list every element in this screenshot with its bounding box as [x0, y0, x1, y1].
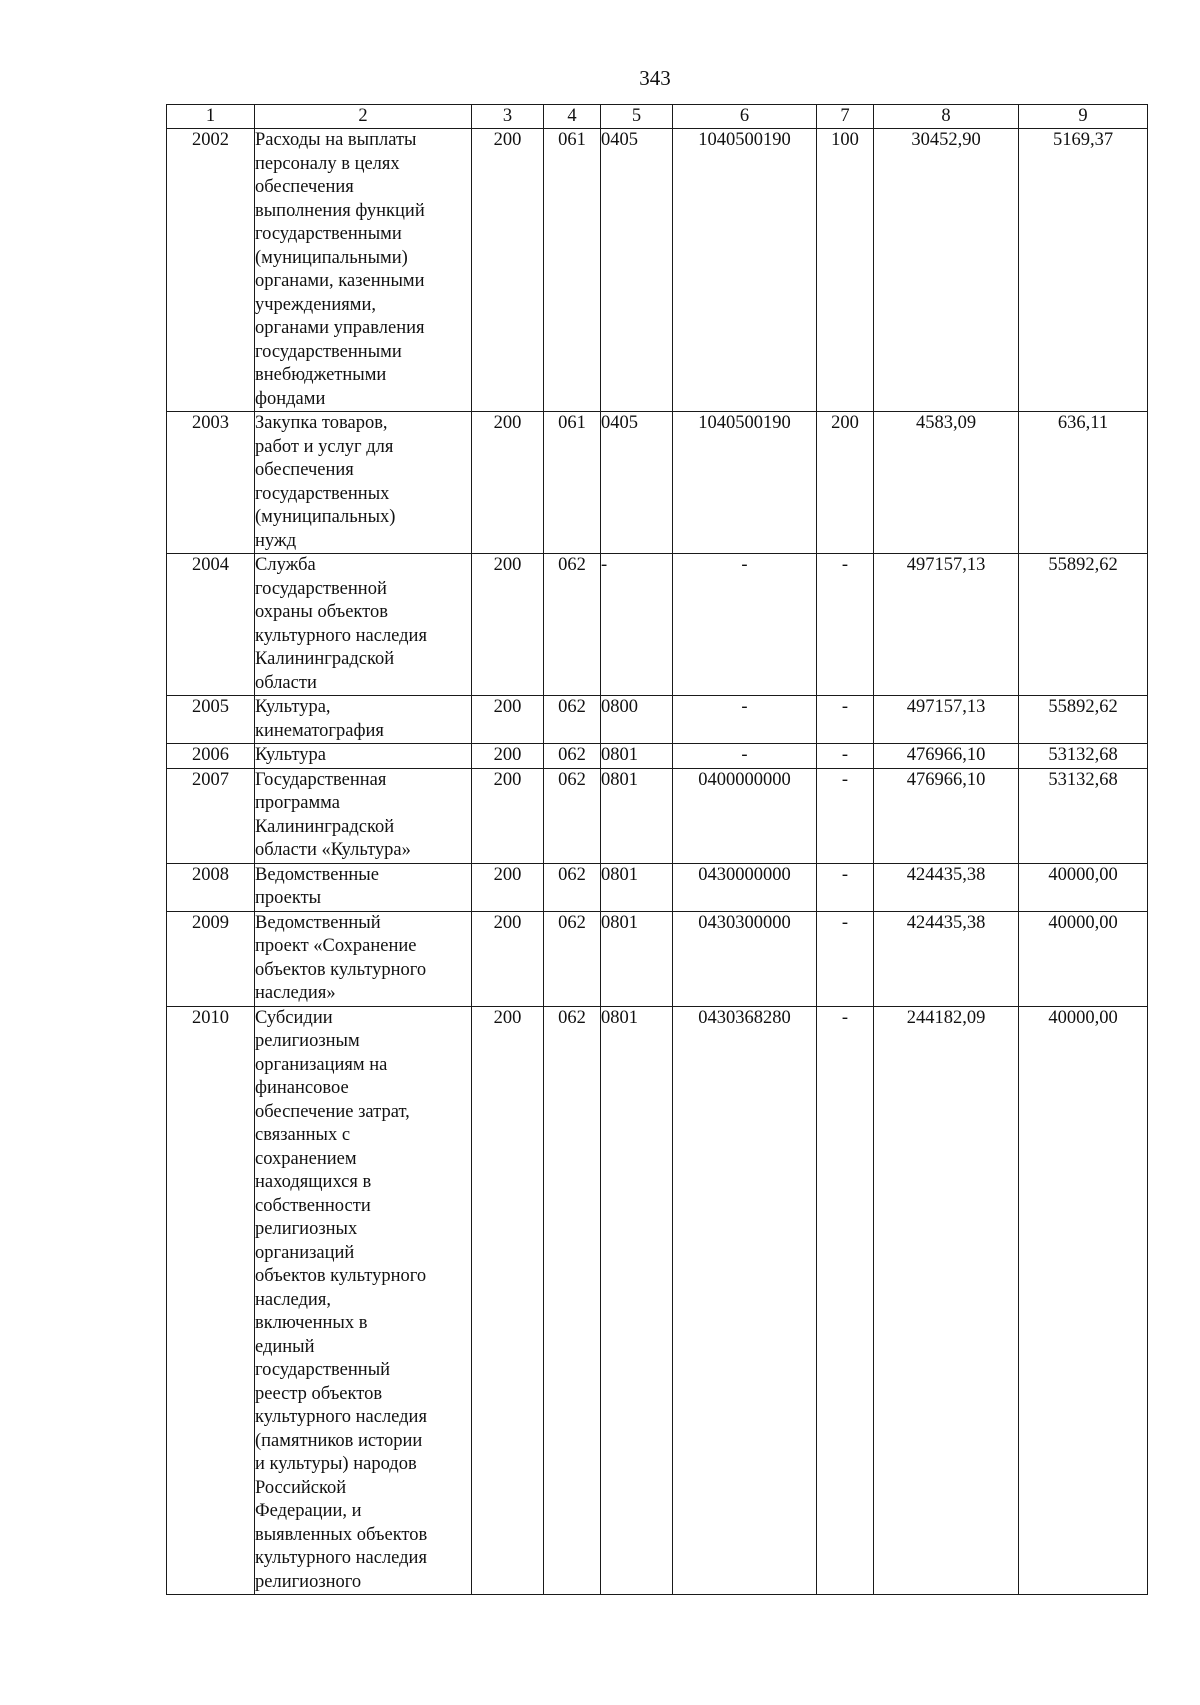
col8-cell: 497157,13 — [874, 696, 1019, 744]
name-line: культурного наследия — [255, 1548, 427, 1568]
col3-cell: 200 — [472, 412, 544, 554]
col9-cell: 55892,62 — [1019, 696, 1148, 744]
col4-cell: 062 — [544, 768, 601, 863]
name-line: государственных — [255, 483, 390, 504]
name-line: собственности — [255, 1195, 371, 1216]
col5-cell: - — [601, 554, 673, 696]
name-line: проект «Сохранение — [255, 936, 417, 956]
col9-cell: 40000,00 — [1019, 911, 1148, 1006]
col6-cell: - — [673, 744, 817, 769]
column-header-4: 4 — [544, 105, 601, 129]
name-line: организациям на — [255, 1054, 388, 1075]
table-row — [167, 744, 1148, 769]
name-line: обеспечения — [255, 460, 354, 480]
row-number-cell: 2004 — [167, 554, 255, 696]
col5-cell: 0405 — [601, 412, 673, 554]
row-number-cell: 2007 — [167, 768, 255, 863]
row-number-cell: 2005 — [167, 696, 255, 744]
col5-cell: 0801 — [601, 1006, 673, 1595]
name-line: (муниципальных) — [255, 507, 396, 527]
col9-cell: 53132,68 — [1019, 744, 1148, 769]
name-line: Ведомственные — [255, 864, 379, 885]
name-line: и культуры) народов — [255, 1454, 417, 1474]
table-row — [167, 696, 1148, 744]
table-row — [167, 554, 1148, 696]
row-name-cell — [255, 554, 472, 696]
name-line: Культура, — [255, 697, 331, 717]
row-number-cell: 2003 — [167, 412, 255, 554]
name-line: персоналу в целях — [255, 153, 400, 174]
name-line: работ и услуг для — [255, 436, 394, 457]
name-line: сохранением — [255, 1148, 357, 1169]
col6-cell: 1040500190 — [673, 412, 817, 554]
col6-cell: 0430368280 — [673, 1006, 817, 1595]
col4-cell: 062 — [544, 863, 601, 911]
column-header-2: 2 — [255, 105, 472, 129]
col4-cell: 062 — [544, 1006, 601, 1595]
row-name-cell — [255, 911, 472, 1006]
name-line: внебюджетными — [255, 365, 387, 385]
table-body — [167, 129, 1148, 1595]
col3-cell: 200 — [472, 863, 544, 911]
name-line: наследия» — [255, 983, 336, 1003]
row-name-cell — [255, 696, 472, 744]
table-row — [167, 863, 1148, 911]
table-row — [167, 412, 1148, 554]
name-line: фондами — [255, 388, 326, 409]
col7-cell: - — [817, 911, 874, 1006]
name-line: обеспечения — [255, 177, 354, 197]
name-line: единый — [255, 1336, 315, 1357]
name-line: области — [255, 672, 317, 693]
name-line: Ведомственный — [255, 912, 381, 933]
name-line: включенных в — [255, 1313, 368, 1333]
name-line: государственными — [255, 341, 402, 362]
name-line: Закупка товаров, — [255, 413, 388, 433]
col7-cell: - — [817, 554, 874, 696]
name-line: связанных с — [255, 1125, 351, 1145]
name-line: (муниципальными) — [255, 247, 408, 268]
name-line: выявленных объектов — [255, 1524, 428, 1545]
col5-cell: 0801 — [601, 911, 673, 1006]
col8-cell: 497157,13 — [874, 554, 1019, 696]
name-line: Государственная — [255, 769, 387, 790]
col8-cell: 424435,38 — [874, 911, 1019, 1006]
col3-cell: 200 — [472, 768, 544, 863]
name-line: организаций — [255, 1242, 355, 1263]
column-header-9: 9 — [1019, 105, 1148, 129]
table-row — [167, 1006, 1148, 1595]
column-header-7: 7 — [817, 105, 874, 129]
col3-cell: 200 — [472, 129, 544, 412]
name-line: финансовое — [255, 1078, 349, 1098]
table-row — [167, 129, 1148, 412]
col9-cell: 40000,00 — [1019, 863, 1148, 911]
name-line: программа — [255, 793, 340, 813]
column-header-1: 1 — [167, 105, 255, 129]
column-header-5: 5 — [601, 105, 673, 129]
row-number-cell: 2009 — [167, 911, 255, 1006]
col8-cell: 4583,09 — [874, 412, 1019, 554]
name-line: Служба — [255, 555, 316, 575]
row-number-cell: 2010 — [167, 1006, 255, 1595]
col5-cell: 0801 — [601, 863, 673, 911]
name-line: Калининградской — [255, 649, 395, 669]
col4-cell: 061 — [544, 412, 601, 554]
name-line: кинематография — [255, 720, 384, 741]
page-number: 343 — [639, 66, 671, 90]
name-line: религиозным — [255, 1031, 360, 1051]
col5-cell: 0405 — [601, 129, 673, 412]
name-line: Федерации, и — [255, 1501, 362, 1521]
row-name-cell — [255, 1006, 472, 1595]
name-line: области «Культура» — [255, 840, 411, 860]
col6-cell: 0430000000 — [673, 863, 817, 911]
col9-cell: 636,11 — [1019, 412, 1148, 554]
col6-cell: 0400000000 — [673, 768, 817, 863]
name-line: нужд — [255, 530, 297, 551]
col6-cell: 0430300000 — [673, 911, 817, 1006]
col6-cell: - — [673, 696, 817, 744]
col5-cell: 0800 — [601, 696, 673, 744]
col5-cell: 0801 — [601, 744, 673, 769]
name-line: объектов культурного — [255, 1266, 427, 1286]
name-line: культурного наследия — [255, 625, 427, 646]
col8-cell: 476966,10 — [874, 744, 1019, 769]
row-name-cell — [255, 744, 472, 769]
name-line: обеспечение затрат, — [255, 1101, 410, 1122]
name-line: государственной — [255, 578, 387, 599]
col7-cell: - — [817, 1006, 874, 1595]
name-line: находящихся в — [255, 1172, 372, 1192]
col3-cell: 200 — [472, 554, 544, 696]
column-header-3: 3 — [472, 105, 544, 129]
name-line: проекты — [255, 888, 322, 908]
table-row — [167, 911, 1148, 1006]
column-header-8: 8 — [874, 105, 1019, 129]
budget-table — [166, 104, 1148, 1595]
col7-cell: - — [817, 863, 874, 911]
col8-cell: 424435,38 — [874, 863, 1019, 911]
col9-cell: 55892,62 — [1019, 554, 1148, 696]
col7-cell: - — [817, 768, 874, 863]
name-line: объектов культурного — [255, 959, 427, 980]
name-line: наследия, — [255, 1289, 331, 1310]
name-line: Расходы на выплаты — [255, 130, 417, 150]
col6-cell: 1040500190 — [673, 129, 817, 412]
col3-cell: 200 — [472, 744, 544, 769]
col9-cell: 5169,37 — [1019, 129, 1148, 412]
name-line: культурного наследия — [255, 1407, 427, 1427]
name-line: реестр объектов — [255, 1383, 383, 1404]
col9-cell: 53132,68 — [1019, 768, 1148, 863]
col4-cell: 061 — [544, 129, 601, 412]
name-line: органами управления — [255, 318, 425, 338]
row-name-cell — [255, 863, 472, 911]
name-line: религиозного — [255, 1571, 362, 1592]
table-header-row — [167, 105, 1148, 129]
name-line: Субсидии — [255, 1007, 333, 1028]
name-line: охраны объектов — [255, 602, 389, 622]
name-line: государственный — [255, 1360, 391, 1380]
col6-cell: - — [673, 554, 817, 696]
col7-cell: - — [817, 744, 874, 769]
col3-cell: 200 — [472, 696, 544, 744]
name-line: учреждениями, — [255, 294, 376, 315]
name-line: Российской — [255, 1477, 347, 1498]
row-name-cell — [255, 412, 472, 554]
col3-cell: 200 — [472, 1006, 544, 1595]
row-number-cell: 2008 — [167, 863, 255, 911]
col9-cell: 40000,00 — [1019, 1006, 1148, 1595]
col8-cell: 244182,09 — [874, 1006, 1019, 1595]
row-number-cell: 2002 — [167, 129, 255, 412]
name-line: (памятников истории — [255, 1430, 423, 1451]
name-line: религиозных — [255, 1219, 358, 1239]
col4-cell: 062 — [544, 744, 601, 769]
col4-cell: 062 — [544, 696, 601, 744]
name-line: органами, казенными — [255, 271, 425, 291]
name-line: государственными — [255, 224, 402, 244]
col5-cell: 0801 — [601, 768, 673, 863]
col4-cell: 062 — [544, 911, 601, 1006]
table-row — [167, 768, 1148, 863]
col8-cell: 476966,10 — [874, 768, 1019, 863]
row-number-cell: 2006 — [167, 744, 255, 769]
name-line: Калининградской — [255, 816, 395, 837]
col8-cell: 30452,90 — [874, 129, 1019, 412]
row-name-cell — [255, 768, 472, 863]
name-line: Культура — [255, 745, 326, 765]
col7-cell: - — [817, 696, 874, 744]
name-line: выполнения функций — [255, 200, 425, 221]
column-header-6: 6 — [673, 105, 817, 129]
col7-cell: 100 — [817, 129, 874, 412]
col7-cell: 200 — [817, 412, 874, 554]
col3-cell: 200 — [472, 911, 544, 1006]
row-name-cell — [255, 129, 472, 412]
col4-cell: 062 — [544, 554, 601, 696]
